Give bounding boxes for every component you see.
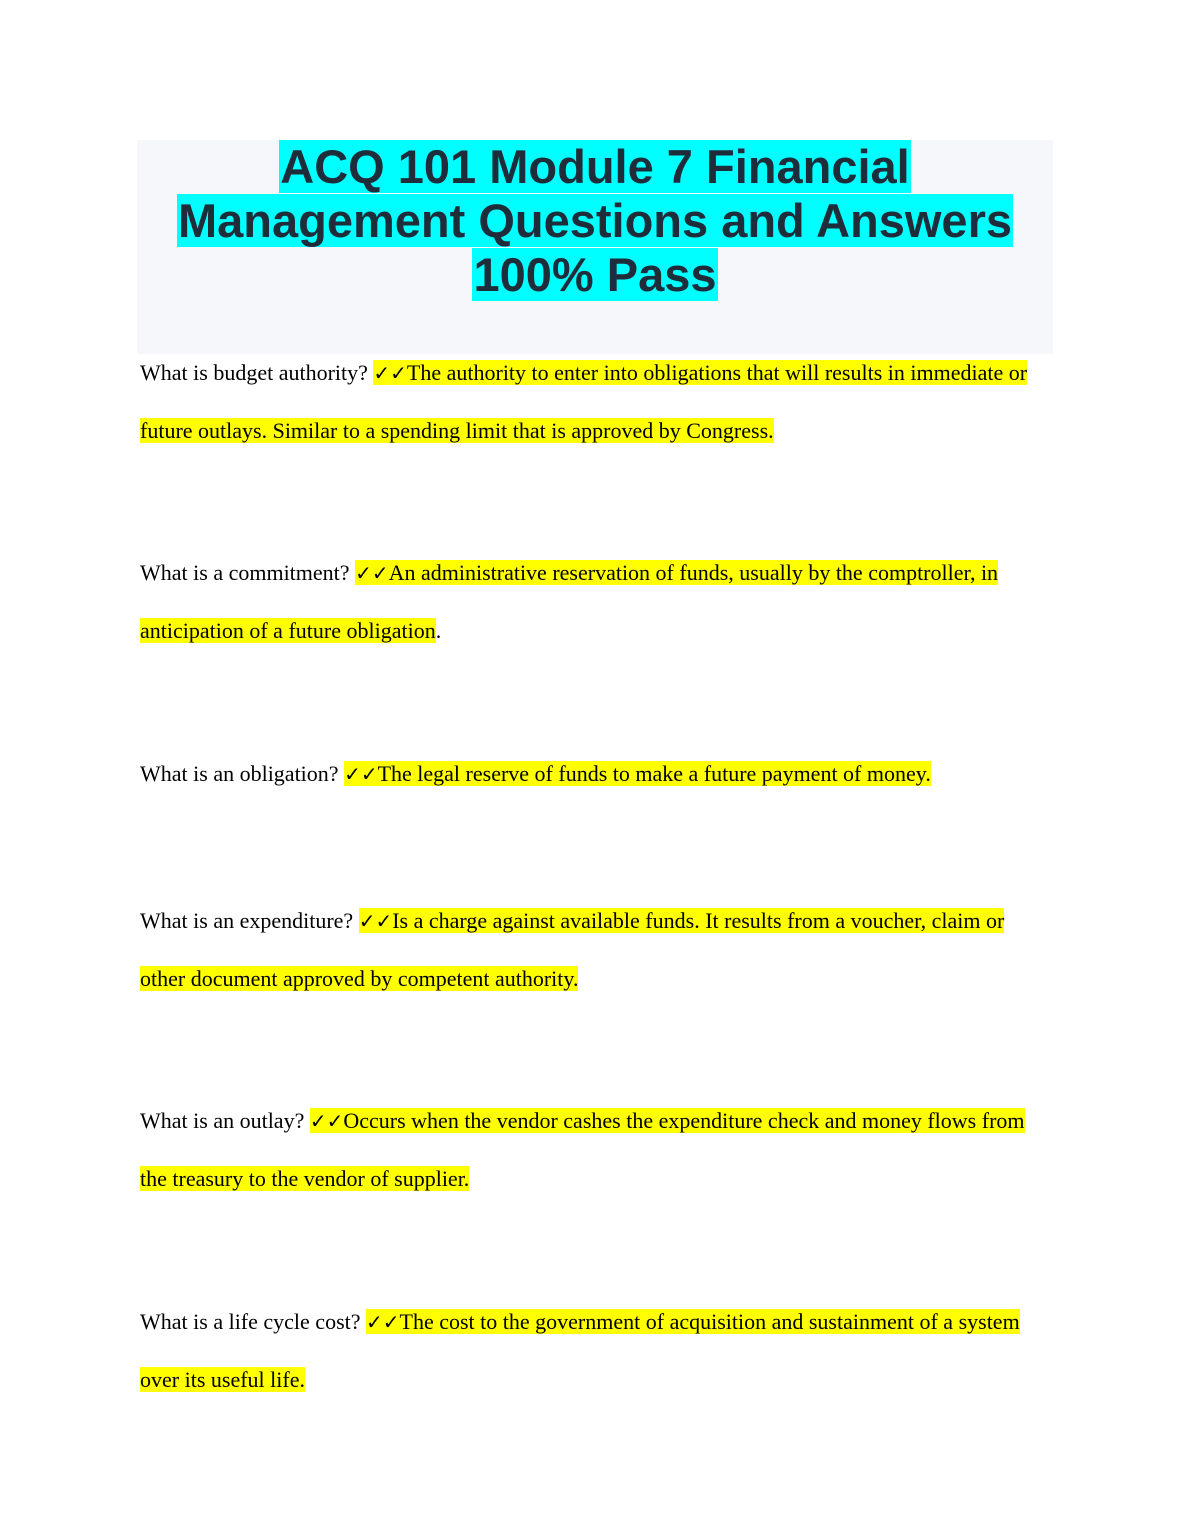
answer-text: The cost to the government of acquisition and sustainment of a system over its useful life. [140, 1309, 1020, 1392]
double-check-icon: ✓✓ [355, 561, 389, 585]
question-text: What is an obligation? [140, 761, 345, 786]
answer-highlight [344, 761, 931, 786]
title-box [137, 140, 1053, 354]
question-text: What is a commitment? [140, 560, 356, 585]
answer-text: Is a charge against available funds. It results from a voucher, claim or other document approved by competent authority. [140, 908, 1005, 991]
title-line-2: Management Questions and Answers [178, 194, 1012, 247]
question-text: What is an outlay? [140, 1108, 310, 1133]
qa-item-outlay [140, 1092, 1050, 1208]
question-text: What is a life cycle cost? [140, 1309, 367, 1334]
qa-item-life-cycle-cost [140, 1293, 1050, 1409]
double-check-icon: ✓✓ [309, 1109, 344, 1133]
document-title [137, 140, 1053, 302]
title-line-3: 100% Pass [473, 248, 717, 301]
answer-text: Occurs when the vendor cashes the expenditure check and money flows from the treasury to the vendor of supplier. [140, 1108, 1025, 1191]
qa-item-expenditure [140, 892, 1050, 1008]
answer-text: The authority to enter into obligations that will results in immediate or future outlays. Similar to a spending limit that is approved by Congress. [140, 360, 1028, 443]
title-line-1: ACQ 101 Module 7 Financial [280, 140, 910, 193]
qa-item-obligation [140, 745, 1050, 803]
answer-trailing: . [435, 618, 442, 643]
question-text: What is budget authority? [140, 360, 374, 385]
double-check-icon: ✓✓ [373, 361, 407, 385]
answer-text: The legal reserve of funds to make a future payment of money. [377, 761, 931, 786]
double-check-icon: ✓✓ [366, 1310, 400, 1334]
question-text: What is an expenditure? [140, 908, 359, 933]
qa-item-budget-authority [140, 344, 1050, 460]
double-check-icon: ✓✓ [358, 909, 393, 933]
answer-text: An administrative reservation of funds, usually by the comptroller, in anticipation of a future obligation [140, 560, 999, 643]
qa-item-commitment [140, 544, 1050, 660]
double-check-icon: ✓✓ [344, 762, 378, 786]
